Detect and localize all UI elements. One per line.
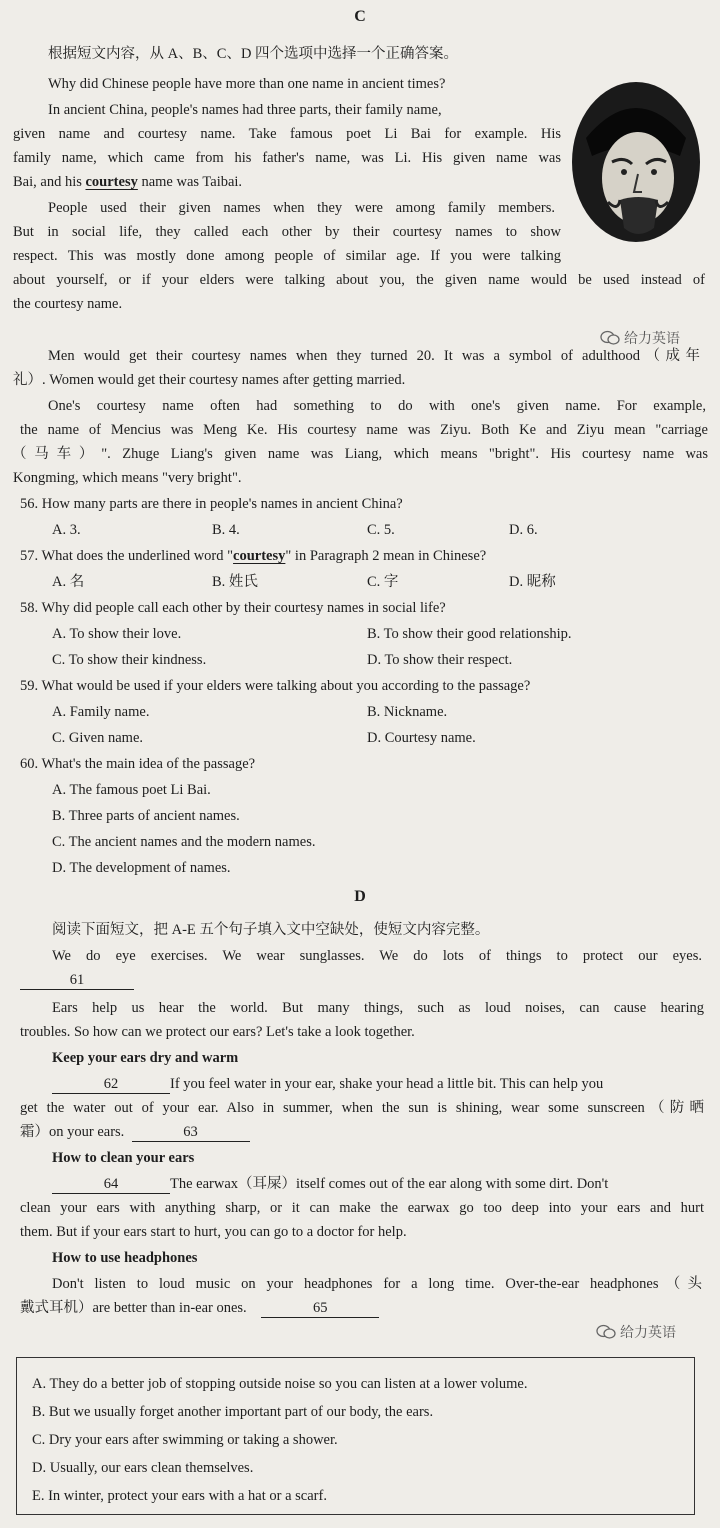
option: D. To show their respect. bbox=[367, 652, 513, 668]
passage-d-line: troubles. So how can we protect our ears? Let's take a look together. bbox=[20, 1024, 415, 1040]
blank-64: 64 bbox=[52, 1175, 170, 1194]
option: B. 4. bbox=[212, 522, 240, 538]
choice-c: C. Dry your ears after swimming or taking a shower. bbox=[32, 1432, 338, 1448]
section-c-title: C bbox=[354, 8, 366, 25]
passage-c-line: Bai, and his courtesy name was Taibai. bbox=[13, 174, 243, 190]
option: C. 5. bbox=[367, 522, 395, 538]
watermark: 给力英语 bbox=[596, 1322, 676, 1342]
passage-c-line: Kongming, which means "very bright". bbox=[13, 470, 242, 486]
passage-c-line: family name, which came from his father's name, was Li. His given name was bbox=[13, 150, 561, 166]
option: A. 3. bbox=[52, 522, 81, 538]
section-c-instruction: 根据短文内容，从 A、B、C、D 四个选项中选择一个正确答案。 bbox=[48, 46, 459, 62]
heading-use-headphones: How to use headphones bbox=[52, 1250, 198, 1266]
option: B. 姓氏 bbox=[212, 574, 258, 590]
section-d-instruction: 阅读下面短文，把 A-E 五个句子填入文中空缺处，使短文内容完整。 bbox=[52, 922, 490, 938]
passage-d-line: Ears help us hear the world. But many things, such as loud noises, can cause hearing bbox=[52, 1000, 704, 1016]
passage-d-line: clean your ears with anything sharp, or it can make the earwax go too deep into your ears and hurt bbox=[20, 1200, 704, 1216]
question-60: 60. What's the main idea of the passage? bbox=[20, 756, 256, 772]
watermark: 给力英语 bbox=[600, 328, 680, 348]
passage-d-line: 戴式耳机）are better than in-ear ones. 65 bbox=[20, 1298, 379, 1318]
passage-d-line: get the water out of your ear. Also in summer, when the sun is shining, wear some sunscreen（防晒 bbox=[20, 1100, 704, 1116]
underlined-word-courtesy: courtesy bbox=[85, 174, 138, 190]
passage-c-line: （马车）". Zhuge Liang's given name was Liang, which means "bright". His courtesy name was bbox=[12, 446, 708, 462]
blank-62: 62 bbox=[52, 1075, 170, 1094]
option: C. 字 bbox=[367, 574, 399, 590]
passage-d-line: Don't listen to loud music on your headphones for a long time. Over-the-ear headphones（头 bbox=[52, 1276, 702, 1292]
passage-c-line: 礼）. Women would get their courtesy names after getting married. bbox=[13, 372, 406, 388]
passage-c-line: But in social life, they called each other by their courtesy names to show bbox=[13, 224, 561, 240]
option: D. 6. bbox=[509, 522, 538, 538]
passage-c-line: about yourself, or if your elders were talking about you, the given name would be used instead of bbox=[13, 272, 705, 288]
option: B. To show their good relationship. bbox=[367, 626, 572, 642]
blank-65: 65 bbox=[261, 1299, 379, 1318]
option: C. Given name. bbox=[52, 730, 144, 746]
option: A. Family name. bbox=[52, 704, 150, 720]
choice-e: E. In winter, protect your ears with a hat or a scarf. bbox=[32, 1488, 327, 1504]
choice-b: B. But we usually forget another important part of our body, the ears. bbox=[32, 1404, 434, 1420]
option: D. Courtesy name. bbox=[367, 730, 476, 746]
question-57: 57. What does the underlined word "courtesy" in Paragraph 2 mean in Chinese? bbox=[20, 548, 487, 564]
passage-d-line: 62 If you feel water in your ear, shake your head a little bit. This can help you bbox=[52, 1074, 603, 1094]
option: B. Three parts of ancient names. bbox=[52, 808, 240, 824]
blank-61: 61 bbox=[20, 970, 134, 990]
wechat-icon bbox=[600, 330, 620, 346]
choice-a: A. They do a better job of stopping outside noise so you can listen at a lower volume. bbox=[32, 1376, 528, 1392]
choice-d: D. Usually, our ears clean themselves. bbox=[32, 1460, 254, 1476]
passage-c-line: respect. This was mostly done among people of similar age. If you were talking bbox=[13, 248, 561, 264]
passage-c-line: given name and courtesy name. Take famous poet Li Bai for example. His bbox=[13, 126, 561, 142]
passage-d-line: 64 The earwax（耳屎）itself comes out of the ear along with some dirt. Don't bbox=[52, 1174, 608, 1194]
heading-keep-ears-dry: Keep your ears dry and warm bbox=[52, 1050, 239, 1066]
wechat-icon bbox=[596, 1324, 616, 1340]
section-d-title: D bbox=[354, 888, 366, 905]
passage-c-line: Men would get their courtesy names when they turned 20. It was a symbol of adulthood（成年 bbox=[48, 348, 700, 364]
option: A. To show their love. bbox=[52, 626, 182, 642]
option: D. The development of names. bbox=[52, 860, 231, 876]
option: C. The ancient names and the modern names. bbox=[52, 834, 316, 850]
passage-c-line: People used their given names when they were among family members. bbox=[48, 200, 555, 216]
heading-clean-ears: How to clean your ears bbox=[52, 1150, 195, 1166]
question-58: 58. Why did people call each other by their courtesy names in social life? bbox=[20, 600, 446, 616]
passage-c-line: the name of Mencius was Meng Ke. His courtesy name was Ziyu. Both Ke and Ziyu mean "carriage bbox=[20, 422, 708, 438]
passage-d-line: them. But if your ears start to hurt, you can go to a doctor for help. bbox=[20, 1224, 407, 1240]
option: A. 名 bbox=[52, 574, 85, 590]
question-56: 56. How many parts are there in people's names in ancient China? bbox=[20, 496, 403, 512]
option: D. 昵称 bbox=[509, 574, 556, 590]
option: C. To show their kindness. bbox=[52, 652, 207, 668]
option: B. Nickname. bbox=[367, 704, 448, 720]
blank-63: 63 bbox=[132, 1123, 250, 1142]
passage-d-line: We do eye exercises. We wear sunglasses. We do lots of things to protect our eyes. bbox=[52, 948, 702, 964]
passage-d-line: 霜）on your ears. 63 bbox=[20, 1122, 250, 1142]
passage-c-line: One's courtesy name often had something to do with one's given name. For example, bbox=[48, 398, 706, 414]
option: A. The famous poet Li Bai. bbox=[52, 782, 211, 798]
passage-c-line: In ancient China, people's names had three parts, their family name, bbox=[48, 102, 442, 118]
li-bai-portrait-image bbox=[568, 78, 704, 242]
question-59: 59. What would be used if your elders were talking about you according to the passage? bbox=[20, 678, 531, 694]
passage-c-question: Why did Chinese people have more than one name in ancient times? bbox=[48, 76, 446, 92]
passage-c-line: the courtesy name. bbox=[13, 296, 123, 312]
